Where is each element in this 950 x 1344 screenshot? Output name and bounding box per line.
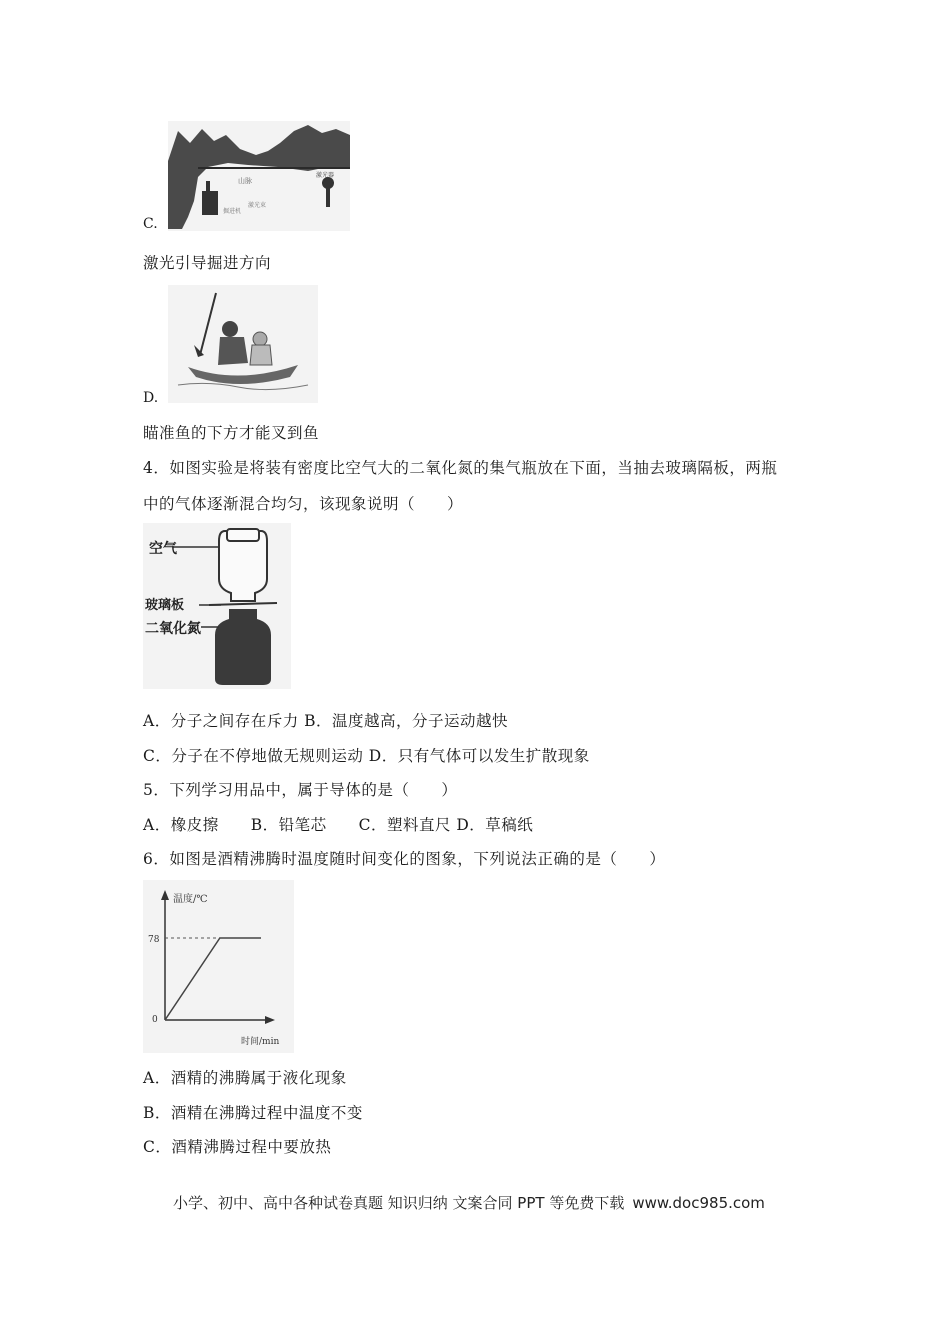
chart-y-tick-78: 78 <box>148 935 160 945</box>
q5-stem: 5．下列学习用品中，属于导体的是（ ） <box>143 781 458 799</box>
q6-option-b: B．酒精在沸腾过程中温度不变 <box>143 1104 363 1122</box>
label-plate: 玻璃板 <box>145 598 185 613</box>
footer-text: 小学、初中、高中各种试卷真题 知识归纳 文案合同 PPT 等免费下载 <box>173 1194 625 1212</box>
tunnel-figure <box>168 121 350 231</box>
fishing-figure <box>168 285 318 403</box>
temperature-series-line <box>165 938 261 1020</box>
chart-origin: 0 <box>152 1015 158 1025</box>
q4-options-line2: C．分子在不停地做无规则运动 D．只有气体可以发生扩散现象 <box>143 747 590 765</box>
footer-url[interactable]: www.doc985.com <box>632 1194 765 1212</box>
svg-text:山脉: 山脉 <box>238 177 252 185</box>
diffusion-figure <box>143 523 291 689</box>
svg-text:掘进机: 掘进机 <box>223 208 242 215</box>
svg-text:激光束: 激光束 <box>248 202 267 209</box>
q6-stem: 6．如图是酒精沸腾时温度随时间变化的图象，下列说法正确的是（ ） <box>143 850 666 868</box>
page-footer <box>173 1192 765 1213</box>
q4-stem-line2: 中的气体逐渐混合均匀，该现象说明（ ） <box>143 495 464 513</box>
q3-option-c-caption: 激光引导掘进方向 <box>143 254 272 272</box>
chart-x-label: 时间/min <box>241 1037 280 1047</box>
boiling-chart <box>143 880 294 1053</box>
q4-stem-line1: 4．如图实验是将装有密度比空气大的二氧化氮的集气瓶放在下面，当抽去玻璃隔板，两瓶 <box>143 459 778 477</box>
q3-option-c-label: C. <box>143 216 158 232</box>
q3-option-d-label: D. <box>143 390 159 406</box>
q5-options: A．橡皮擦 B．铅笔芯 C．塑料直尺 D．草稿纸 <box>143 816 534 834</box>
q3-option-d-caption: 瞄准鱼的下方才能叉到鱼 <box>143 424 320 442</box>
label-air: 空气 <box>149 541 177 557</box>
q6-option-c: C．酒精沸腾过程中要放热 <box>143 1138 332 1156</box>
chart-y-label: 温度/℃ <box>173 894 208 905</box>
svg-text:激光器: 激光器 <box>316 172 335 179</box>
q6-option-a: A．酒精的沸腾属于液化现象 <box>143 1069 347 1087</box>
label-gas: 二氧化氮 <box>145 621 201 637</box>
q4-options-line1: A．分子之间存在斥力 B．温度越高，分子运动越快 <box>143 712 509 730</box>
